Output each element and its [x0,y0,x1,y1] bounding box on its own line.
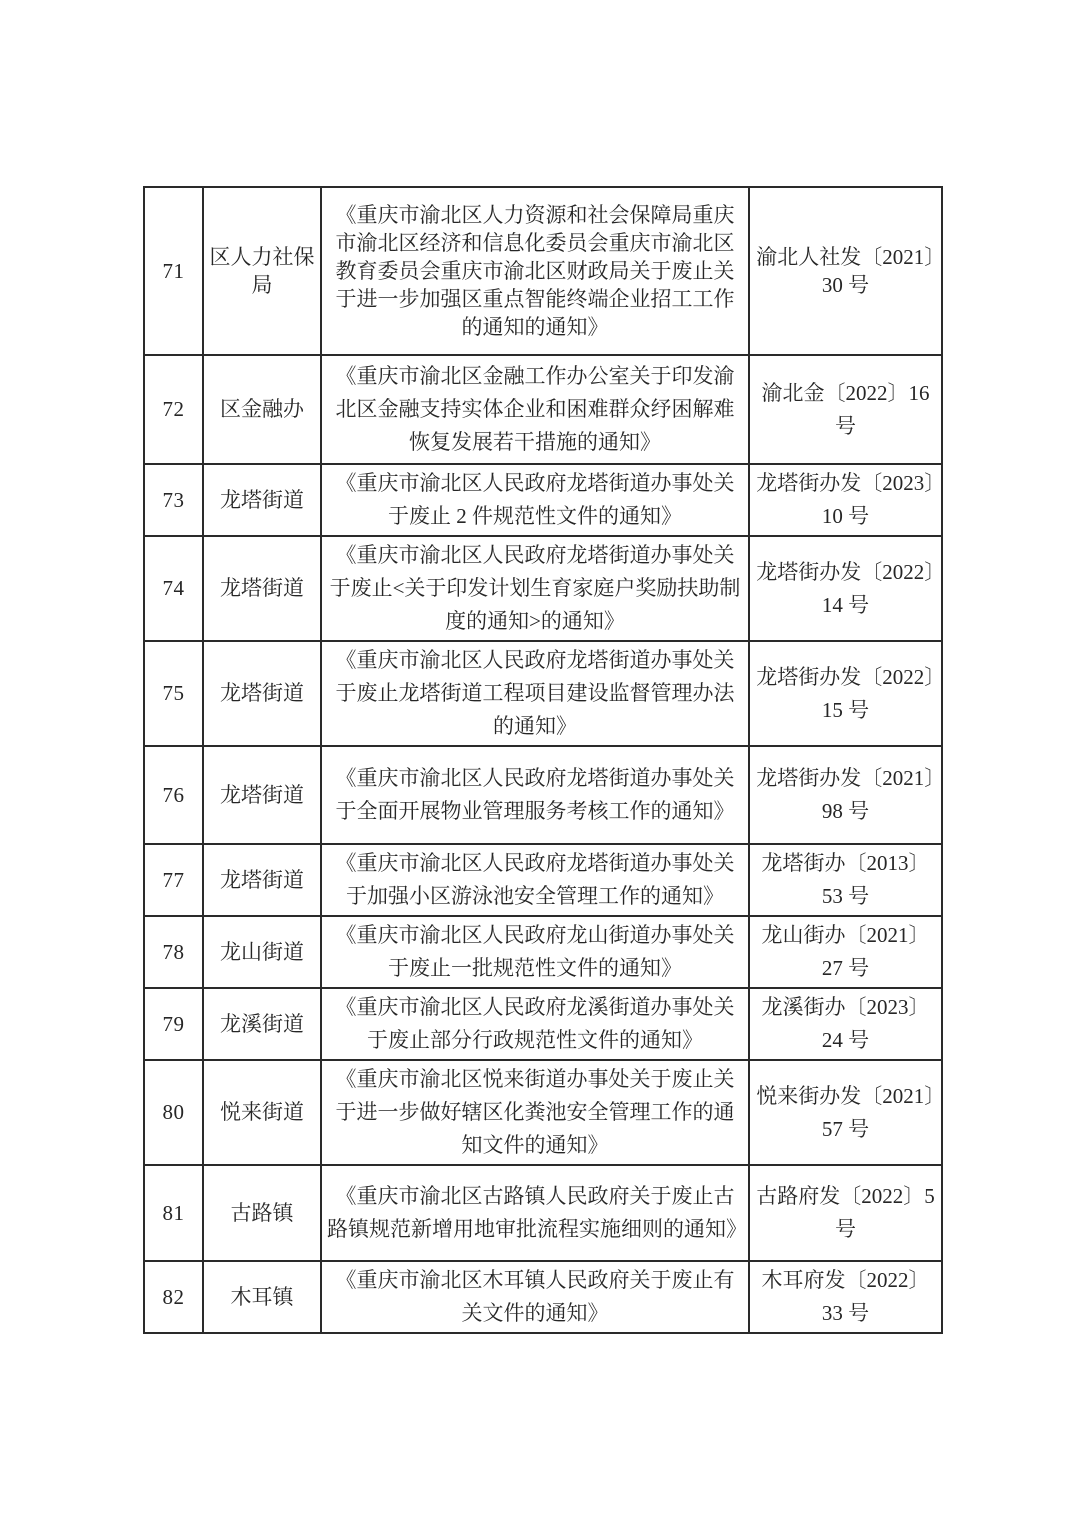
department-cell: 悦来街道 [203,1060,321,1165]
department-cell: 区人力社保局 [203,187,321,355]
document-number-cell: 龙溪街办〔2023〕24 号 [749,988,942,1060]
row-number-cell: 74 [144,536,203,641]
table-row [144,355,942,464]
department-cell: 龙塔街道 [203,641,321,746]
row-number-cell: 75 [144,641,203,746]
document-number-cell: 龙塔街办发〔2022〕15 号 [749,641,942,746]
department-cell: 龙山街道 [203,916,321,988]
table-row [144,641,942,746]
document-number-cell: 龙塔街办〔2013〕53 号 [749,844,942,916]
department-cell: 龙塔街道 [203,844,321,916]
table-row [144,746,942,844]
row-number-cell: 72 [144,355,203,464]
table-row [144,844,942,916]
document-number-cell: 龙塔街办发〔2023〕10 号 [749,464,942,536]
document-title-cell: 《重庆市渝北区金融工作办公室关于印发渝北区金融支持实体企业和困难群众纾困解难恢复发展若干措施的通知》 [321,355,749,464]
document-title-cell: 《重庆市渝北区人民政府龙溪街道办事处关于废止部分行政规范性文件的通知》 [321,988,749,1060]
repealed-documents-table [143,186,943,1334]
department-cell: 龙溪街道 [203,988,321,1060]
document-number-cell: 龙塔街办发〔2021〕98 号 [749,746,942,844]
document-number-cell: 龙塔街办发〔2022〕14 号 [749,536,942,641]
document-title-cell: 《重庆市渝北区人民政府龙塔街道办事处关于废止<关于印发计划生育家庭户奖励扶助制度的通知>的通知》 [321,536,749,641]
row-number-cell: 77 [144,844,203,916]
table-row [144,916,942,988]
document-number-cell: 龙山街办〔2021〕27 号 [749,916,942,988]
row-number-cell: 78 [144,916,203,988]
table-row [144,1261,942,1333]
department-cell: 古路镇 [203,1165,321,1261]
document-title-cell: 《重庆市渝北区人民政府龙塔街道办事处关于废止 2 件规范性文件的通知》 [321,464,749,536]
row-number-cell: 76 [144,746,203,844]
department-cell: 龙塔街道 [203,464,321,536]
document-title-cell: 《重庆市渝北区人民政府龙塔街道办事处关于废止龙塔街道工程项目建设监督管理办法的通知》 [321,641,749,746]
document-number-cell: 渝北人社发〔2021〕30 号 [749,187,942,355]
table-row [144,988,942,1060]
row-number-cell: 81 [144,1165,203,1261]
table-row [144,464,942,536]
document-title-cell: 《重庆市渝北区悦来街道办事处关于废止关于进一步做好辖区化粪池安全管理工作的通知文件的通知》 [321,1060,749,1165]
document-number-cell: 古路府发〔2022〕5 号 [749,1165,942,1261]
table-row [144,1060,942,1165]
document-number-cell: 木耳府发〔2022〕33 号 [749,1261,942,1333]
row-number-cell: 80 [144,1060,203,1165]
department-cell: 龙塔街道 [203,746,321,844]
document-number-cell: 悦来街办发〔2021〕57 号 [749,1060,942,1165]
row-number-cell: 73 [144,464,203,536]
department-cell: 龙塔街道 [203,536,321,641]
table-row [144,536,942,641]
document-title-cell: 《重庆市渝北区人力资源和社会保障局重庆市渝北区经济和信息化委员会重庆市渝北区教育委员会重庆市渝北区财政局关于废止关于进一步加强区重点智能终端企业招工工作的通知的通知》 [321,187,749,355]
document-title-cell: 《重庆市渝北区人民政府龙塔街道办事处关于加强小区游泳池安全管理工作的通知》 [321,844,749,916]
row-number-cell: 79 [144,988,203,1060]
document-title-cell: 《重庆市渝北区古路镇人民政府关于废止古路镇规范新增用地审批流程实施细则的通知》 [321,1165,749,1261]
document-title-cell: 《重庆市渝北区人民政府龙山街道办事处关于废止一批规范性文件的通知》 [321,916,749,988]
table-row [144,1165,942,1261]
row-number-cell: 71 [144,187,203,355]
document-number-cell: 渝北金〔2022〕16 号 [749,355,942,464]
document-title-cell: 《重庆市渝北区人民政府龙塔街道办事处关于全面开展物业管理服务考核工作的通知》 [321,746,749,844]
table-row [144,187,942,355]
department-cell: 木耳镇 [203,1261,321,1333]
document-title-cell: 《重庆市渝北区木耳镇人民政府关于废止有关文件的通知》 [321,1261,749,1333]
department-cell: 区金融办 [203,355,321,464]
row-number-cell: 82 [144,1261,203,1333]
